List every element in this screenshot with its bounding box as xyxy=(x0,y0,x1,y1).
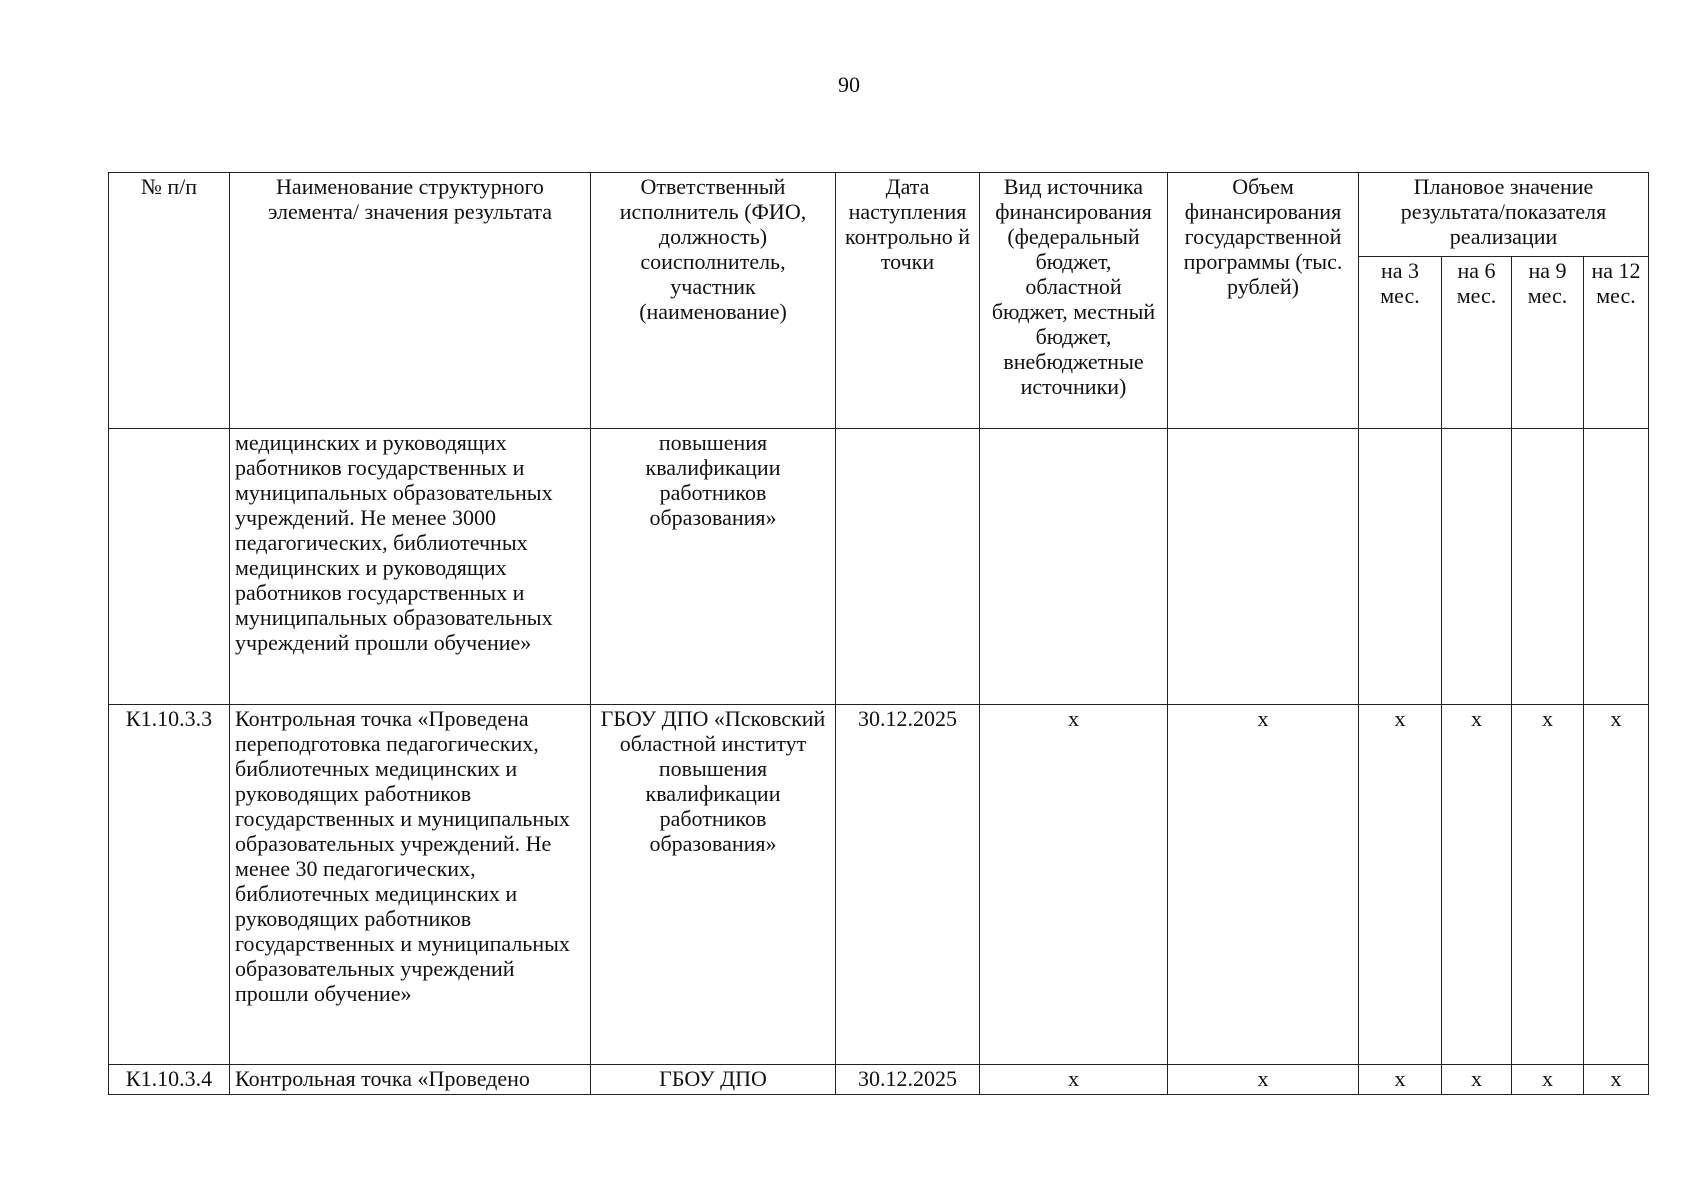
cell-m6: х xyxy=(1442,1065,1512,1095)
cell-executor: повышения квалификации работников образования» xyxy=(591,429,836,705)
header-name: Наименование структурного элемента/ значения результата xyxy=(230,173,591,429)
table-row xyxy=(109,705,1649,1065)
cell-m12: х xyxy=(1584,1065,1649,1095)
cell-num xyxy=(109,429,230,705)
header-num: № п/п xyxy=(109,173,230,429)
cell-m12 xyxy=(1584,429,1649,705)
header-m12: на 12 мес. xyxy=(1584,257,1649,429)
cell-volume: х xyxy=(1168,705,1359,1065)
header-executor: Ответственный исполнитель (ФИО, должность) соисполнитель, участник (наименование) xyxy=(591,173,836,429)
cell-date xyxy=(836,429,980,705)
cell-m6 xyxy=(1442,429,1512,705)
header-plan: Плановое значение результата/показателя реализации xyxy=(1359,173,1649,257)
header-m6: на 6 мес. xyxy=(1442,257,1512,429)
cell-m9: х xyxy=(1512,1065,1584,1095)
cell-m3: х xyxy=(1359,1065,1442,1095)
cell-source: х xyxy=(980,1065,1168,1095)
table-row xyxy=(109,1065,1649,1095)
cell-num: К1.10.3.4 xyxy=(109,1065,230,1095)
page-number: 90 xyxy=(838,72,860,97)
cell-date: 30.12.2025 xyxy=(836,1065,980,1095)
cell-volume: х xyxy=(1168,1065,1359,1095)
cell-m3 xyxy=(1359,429,1442,705)
table-row xyxy=(109,429,1649,705)
cell-source: х xyxy=(980,705,1168,1065)
cell-m3: х xyxy=(1359,705,1442,1065)
header-row xyxy=(109,173,1649,257)
cell-executor: ГБОУ ДПО «Псковский областной институт повышения квалификации работников образования» xyxy=(591,705,836,1065)
header-m3: на 3 мес. xyxy=(1359,257,1442,429)
cell-source xyxy=(980,429,1168,705)
header-volume: Объем финансирования государственной программы (тыс. рублей) xyxy=(1168,173,1359,429)
cell-m12: х xyxy=(1584,705,1649,1065)
header-date: Дата наступления контрольно й точки xyxy=(836,173,980,429)
header-source: Вид источника финансирования (федеральный бюджет, областной бюджет, местный бюджет, внебюджетные источники) xyxy=(980,173,1168,429)
cell-num: К1.10.3.3 xyxy=(109,705,230,1065)
cell-m9: х xyxy=(1512,705,1584,1065)
control-points-table xyxy=(108,172,1649,1095)
cell-name: медицинских и руководящих работников государственных и муниципальных образовательных учреждений. Не менее 3000 педагогических, библиотечных медицинских и руководящих работников государственных и муниципальных образовательных учреждений прошли обучение» xyxy=(230,429,591,705)
cell-volume xyxy=(1168,429,1359,705)
cell-date: 30.12.2025 xyxy=(836,705,980,1065)
cell-executor: ГБОУ ДПО xyxy=(591,1065,836,1095)
cell-name: Контрольная точка «Проведено xyxy=(230,1065,591,1095)
header-m9: на 9 мес. xyxy=(1512,257,1584,429)
cell-m9 xyxy=(1512,429,1584,705)
cell-m6: х xyxy=(1442,705,1512,1065)
cell-name: Контрольная точка «Проведена переподготовка педагогических, библиотечных медицинских и руководящих работников государственных и муниципальных образовательных учреждений. Не менее 30 педагогических, библиотечных медицинских и руководящих работников государственных и муниципальных образовательных учреждений прошли обучение» xyxy=(230,705,591,1065)
